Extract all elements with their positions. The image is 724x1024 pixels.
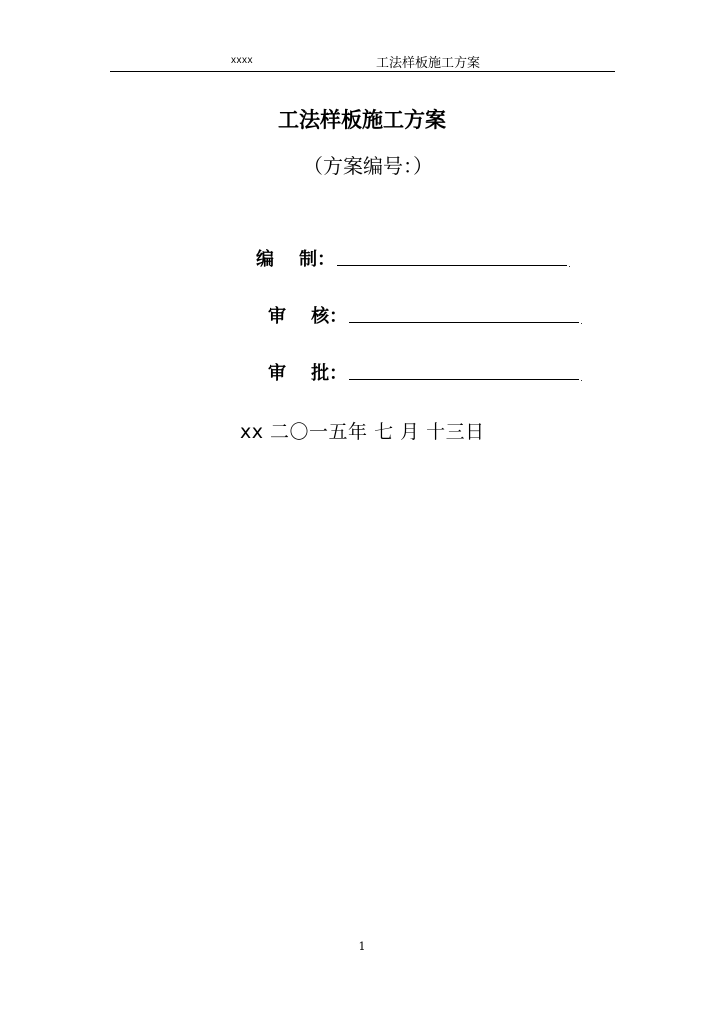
header-left-text: xxxx — [231, 55, 253, 66]
signature-row-review — [268, 302, 583, 328]
page-number: 1 — [358, 940, 366, 953]
document-subtitle: （方案编号：） — [303, 154, 433, 178]
header-title: 工法样板施工方案 — [376, 56, 481, 71]
signature-row-approve — [268, 359, 583, 385]
signature-label-review: 审 核： — [268, 306, 348, 327]
signature-label-compiled: 编 制： — [256, 249, 336, 270]
signature-line-end-mark: . — [580, 374, 583, 383]
signature-line-compiled — [337, 264, 567, 266]
header-divider — [110, 71, 615, 72]
signature-line-approve — [349, 378, 579, 380]
document-title: 工法样板施工方案 — [278, 108, 446, 132]
document-date: xx 二〇一五年 七 月 十三日 — [240, 421, 485, 443]
signature-line-end-mark: . — [580, 317, 583, 326]
signature-line-review — [349, 321, 579, 323]
signature-row-compiled — [256, 245, 571, 271]
signature-label-approve: 审 批： — [268, 363, 348, 384]
signature-line-end-mark: . — [568, 260, 571, 269]
